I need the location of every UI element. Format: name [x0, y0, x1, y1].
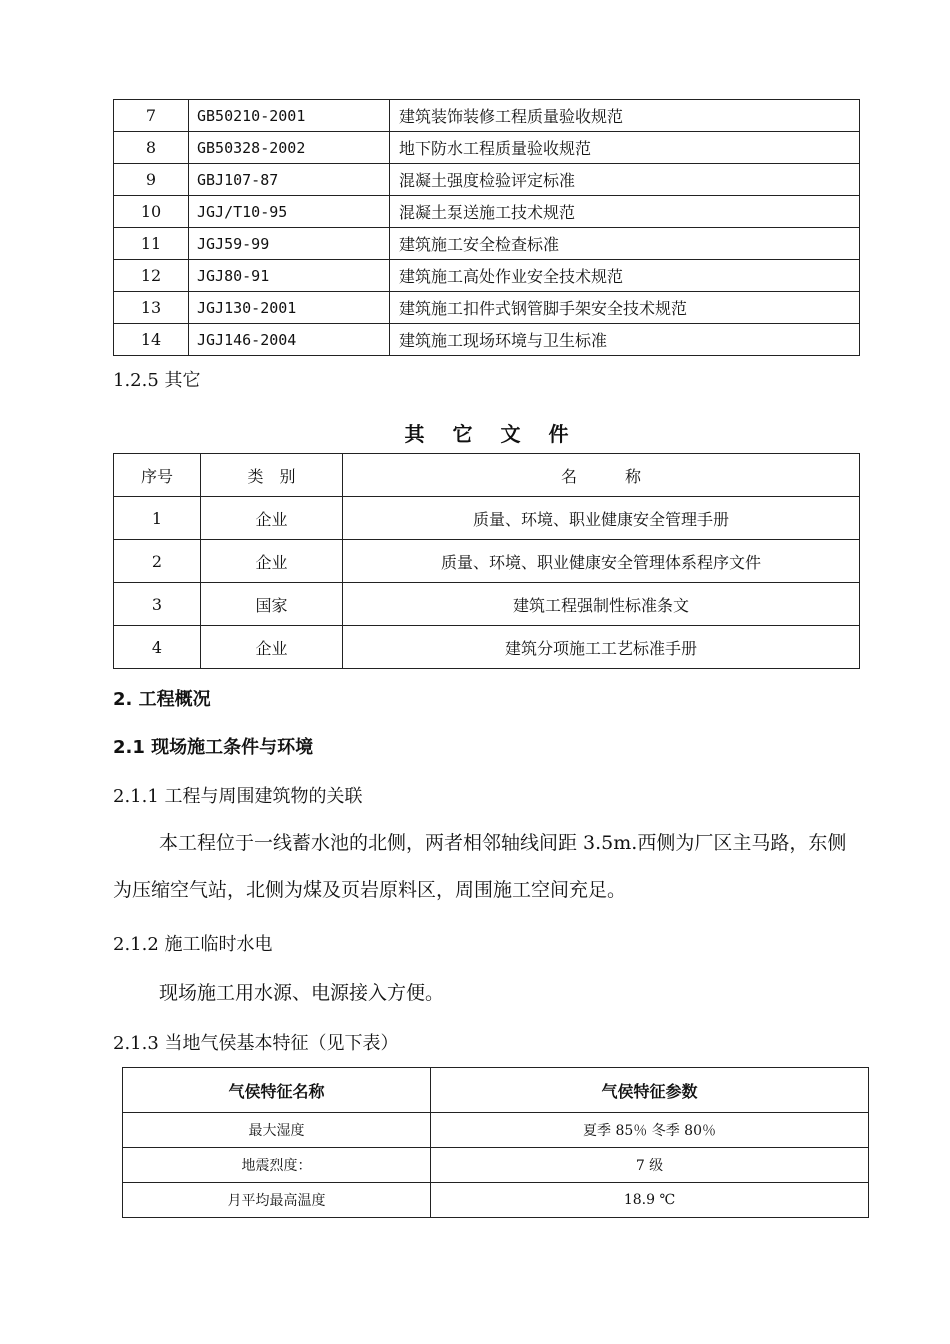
- standard-title: 建筑施工扣件式钢管脚手架安全技术规范: [390, 292, 860, 324]
- row-number: 12: [114, 260, 189, 292]
- standard-title: 建筑施工高处作业安全技术规范: [390, 260, 860, 292]
- doc-name: 建筑工程强制性标准条文: [343, 583, 860, 626]
- row-number: 10: [114, 196, 189, 228]
- standard-code: JGJ80-91: [189, 260, 390, 292]
- standard-code: GBJ107-87: [189, 164, 390, 196]
- standard-code: JGJ146-2004: [189, 324, 390, 356]
- standard-code: GB50328-2002: [189, 132, 390, 164]
- row-number: 9: [114, 164, 189, 196]
- standard-code: JGJ/T10-95: [189, 196, 390, 228]
- standard-title: 建筑装饰装修工程质量验收规范: [390, 100, 860, 132]
- row-number: 14: [114, 324, 189, 356]
- table-row: [114, 583, 860, 626]
- row-number: 11: [114, 228, 189, 260]
- table-row: [123, 1148, 869, 1183]
- doc-type: 企业: [201, 626, 343, 669]
- section-heading-2-1: 2.1 现场施工条件与环境: [113, 737, 314, 758]
- row-number: 7: [114, 100, 189, 132]
- table-row: [123, 1113, 869, 1148]
- doc-type: 企业: [201, 497, 343, 540]
- standard-title: 混凝土泵送施工技术规范: [390, 196, 860, 228]
- other-docs-caption: 其它文件: [404, 422, 597, 446]
- table-row: [114, 497, 860, 540]
- standard-code: JGJ130-2001: [189, 292, 390, 324]
- table-row: [114, 626, 860, 669]
- paragraph-2-1-2: 现场施工用水源、电源接入方便。: [159, 982, 445, 1004]
- doc-name: 建筑分项施工工艺标准手册: [343, 626, 860, 669]
- paragraph-2-1-1: 本工程位于一线蓄水池的北侧，两者相邻轴线间距 3.5m.西侧为厂区主马路，东侧为压缩空气站，北侧为煤及页岩原料区，周围施工空间充足。: [113, 832, 847, 901]
- header-cell: 气侯特征参数: [431, 1068, 869, 1113]
- row-number: 3: [114, 583, 201, 626]
- standard-code: JGJ59-99: [189, 228, 390, 260]
- header-cell: 序号: [114, 454, 201, 497]
- climate-name: 月平均最高温度: [123, 1183, 431, 1218]
- other-docs-table: [113, 453, 860, 669]
- table-row: [114, 228, 860, 260]
- climate-name: 地震烈度：: [123, 1148, 431, 1183]
- doc-type: 国家: [201, 583, 343, 626]
- row-number: 4: [114, 626, 201, 669]
- climate-value: 18.9 ℃: [431, 1183, 869, 1218]
- doc-name: 质量、环境、职业健康安全管理手册: [343, 497, 860, 540]
- table-row: [114, 540, 860, 583]
- section-heading-2: 2. 工程概况: [113, 689, 211, 710]
- section-heading-2-1-3: 2.1.3 当地气侯基本特征（见下表）: [113, 1033, 399, 1054]
- table-row: [114, 260, 860, 292]
- standard-title: 建筑施工现场环境与卫生标准: [390, 324, 860, 356]
- standard-title: 地下防水工程质量验收规范: [390, 132, 860, 164]
- table-header-row: [114, 454, 860, 497]
- header-cell: 气侯特征名称: [123, 1068, 431, 1113]
- table-row: [114, 132, 860, 164]
- table-row: [114, 164, 860, 196]
- standard-code: GB50210-2001: [189, 100, 390, 132]
- row-number: 8: [114, 132, 189, 164]
- row-number: 1: [114, 497, 201, 540]
- climate-value: 夏季 85％ 冬季 80％: [431, 1113, 869, 1148]
- table-row: [114, 324, 860, 356]
- row-number: 2: [114, 540, 201, 583]
- section-heading-2-1-1: 2.1.1 工程与周围建筑物的关联: [113, 786, 363, 807]
- header-cell: 类 别: [201, 454, 343, 497]
- table-header-row: [123, 1068, 869, 1113]
- climate-value: 7 级: [431, 1148, 869, 1183]
- table-row: [114, 100, 860, 132]
- climate-name: 最大湿度: [123, 1113, 431, 1148]
- standard-title: 混凝土强度检验评定标准: [390, 164, 860, 196]
- table-row: [123, 1183, 869, 1218]
- standard-title: 建筑施工安全检查标准: [390, 228, 860, 260]
- section-heading-1-2-5: 1.2.5 其它: [113, 370, 201, 391]
- table-row: [114, 292, 860, 324]
- row-number: 13: [114, 292, 189, 324]
- section-heading-2-1-2: 2.1.2 施工临时水电: [113, 934, 273, 955]
- table-row: [114, 196, 860, 228]
- header-cell: 名 称: [343, 454, 860, 497]
- doc-name: 质量、环境、职业健康安全管理体系程序文件: [343, 540, 860, 583]
- climate-table: [122, 1067, 869, 1218]
- standards-table: [113, 99, 860, 356]
- doc-type: 企业: [201, 540, 343, 583]
